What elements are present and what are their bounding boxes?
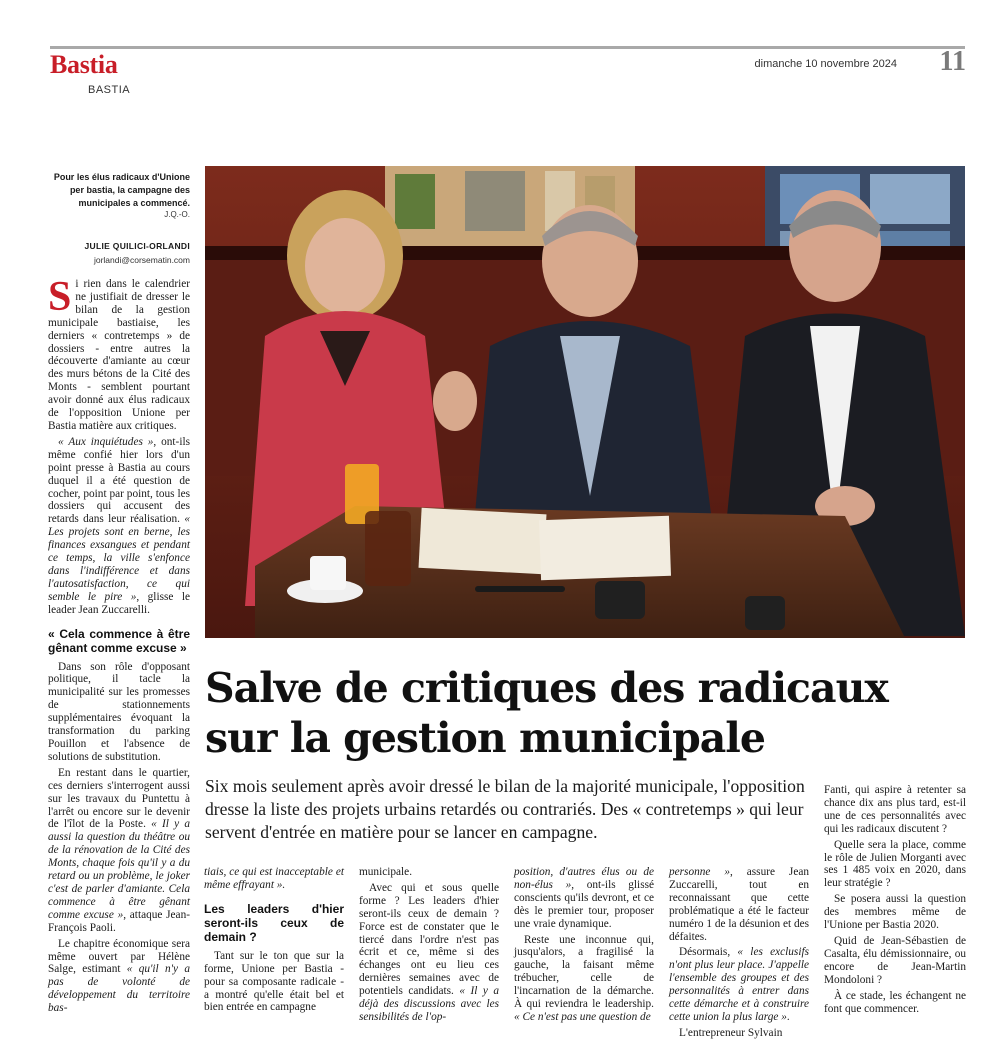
- article-column-5: [669, 866, 809, 1043]
- article-paragraph: Dans son rôle d'opposant politique, il tacle la municipalité sur les promesses de stationnements supplémentaires évoquant la transformation du parking Pouillon et l'absence de solutions de substitution.: [48, 660, 190, 763]
- issue-date: dimanche 10 novembre 2024: [754, 58, 897, 70]
- drop-cap: S: [48, 274, 72, 320]
- photo-credit: J.Q.-O.: [164, 210, 190, 219]
- section-title: Bastia: [50, 50, 118, 79]
- article-paragraph: municipale.: [359, 866, 413, 878]
- article-paragraph: personne », assure Jean Zuccarelli, tout en reconnaissant que cette problématique a été le facteur numéro 1 de la désunion et des défaites.: [669, 866, 809, 943]
- article-paragraph: position, d'autres élus ou de non-élus », ont-ils glissé conscients qu'ils devront, et ce dès le premier tour, proposer une vraie dynamique.: [514, 866, 654, 930]
- article-paragraph: Tant sur le ton que sur la forme, Unione per Bastia - pour sa composante radicale - a montré qu'elle était bel et bien entrée en campagne: [204, 949, 344, 1014]
- article-lede: Six mois seulement après avoir dressé le bilan de la majorité municipale, l'opposition dresse la liste des projets urbains retardés ou contrariés. Des « contretemps » qui leur servent d'entrée en matière pour se lancer en campagne.: [205, 776, 805, 842]
- article-column-2: [204, 866, 344, 1017]
- article-paragraph: L'entrepreneur Sylvain: [679, 1026, 783, 1039]
- article-paragraph: En restant dans le quartier, ces derniers s'interrogent aussi sur les travaux du Puntettu à l'arrêt ou encore sur le devenir de l'îlot de la Poste. « Il y a aussi la question du théâtre ou de la rénovation de la Cité des Monts, chaque fois qu'il y a du retard ou un problème, le joker c'est de parler d'amiante. Cela commence à être gênant comme excuse », attaque Jean-François Paoli.: [48, 766, 190, 934]
- article-paragraph: Se posera aussi la question des membres même de l'Unione per Bastia 2020.: [824, 893, 966, 932]
- article-column-6: [824, 784, 966, 1018]
- article-paragraph: Si rien dans le calendrier ne justifiait de dresser le bilan de la gestion municipale bastiaise, les derniers « contretemps » de dossiers - entre autres la découverte d'amiante au cœur des murs bétons de la Cité des Monts - semblent pourtant avoir donné aux élus radicaux de l'opposition Unione per Bastia matière aux critiques.: [48, 274, 190, 432]
- article-paragraph: Fanti, qui aspire à retenter sa chance dix ans plus tard, est-il une de ces personnalités avec qui les radicaux discutent ?: [824, 784, 966, 835]
- photo-caption: Pour les élus radicaux d'Unione per bastia, la campagne des municipales a commencé.: [53, 172, 190, 208]
- article-paragraph: tiais, ce qui est inacceptable et même effrayant ».: [204, 866, 344, 891]
- article-paragraph: « Aux inquiétudes », ont-ils même confié hier lors d'un point presse à Bastia au cours duquel il a été question de cocher, point par point, tous les dossiers qui accusent des retards dans leur réalisation. « Les projets sont en berne, les finances exsangues et pendant ce temps, la ville s'enfonce dans l'indifférence et dans l'autosatisfaction, ce qui semble le pire », glisse le leader Jean Zuccarelli.: [48, 435, 191, 616]
- article-headline: Salve de critiques des radicaux sur la gestion municipale: [205, 664, 888, 762]
- article-paragraph: À ce stade, les échangent ne font que commencer.: [824, 989, 966, 1015]
- article-column-1: [48, 274, 191, 1018]
- article-column-3: [359, 866, 499, 1027]
- article-paragraph: Le chapitre économique sera même ouvert par Hélène Salge, estimant « qu'il n'y a pas de volonté de développement du territoire bas-: [48, 937, 190, 1015]
- article-column-4: [514, 866, 654, 1027]
- header-rule: [50, 46, 965, 49]
- article-paragraph: Quid de Jean-Sébastien de Casalta, élu démissionnaire, ou encore de Jean-Martin Mondoloni ?: [824, 934, 966, 986]
- article-photo: [205, 166, 965, 638]
- article-paragraph: Quelle sera la place, comme le rôle de Julien Morganti avec ses 1 485 voix en 2020, dans leur stratégie ?: [824, 838, 966, 890]
- section-subhead: Les leaders d'hier seront-ils ceux de demain ?: [204, 901, 344, 944]
- article-paragraph: Avec qui et sous quelle forme ? Les leaders d'hier seront-ils ceux de demain ? Force est de constater que le tiercé dans l'ordre n'est pas écrit et ce, même si des échanges ont eu lieu ces dernières semaines avec de potentiels candidats. « Il y a déjà des discussions avec les sensibilités de l'op-: [359, 881, 499, 1023]
- author-name: JULIE QUILICI-ORLANDI: [84, 241, 190, 251]
- article-paragraph: Désormais, « les exclusifs n'ont plus leur place. J'appelle l'ensemble des groupes et des personnalités à entrer dans cette démarche et à construire cette union la plus large ».: [669, 946, 810, 1023]
- article-paragraph: Reste une inconnue qui, jusqu'alors, a fragilisé la gauche, la faisant même trébucher, celle de l'incarnation de la démarche. À qui reviendra le leadership. « Ce n'est pas une question de: [514, 933, 654, 1023]
- author-email: jorlandi@corsematin.com: [93, 255, 190, 265]
- page-number: 11: [939, 46, 966, 77]
- subsection-label: BASTIA: [88, 84, 131, 96]
- section-subhead: « Cela commence à être gênant comme excuse »: [48, 626, 190, 655]
